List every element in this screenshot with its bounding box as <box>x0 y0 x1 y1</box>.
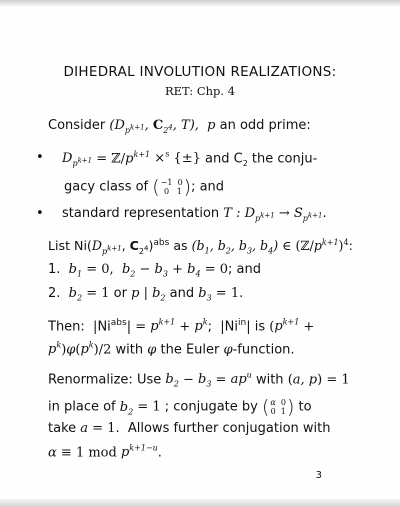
consider-line: Consider ($D_{p^{k+1}}$, $C_{2^4}$, T), p an odd prime: <box>48 118 311 135</box>
bullet-marker: • <box>36 150 44 165</box>
slide-title: DIHEDRAL INVOLUTION REALIZATIONS: <box>63 64 337 80</box>
renormalize-line-2: in place of $b_2 = 1$ ; conjugate by (α 0 0 1) to <box>48 396 312 418</box>
condition-item-1: 1. $b_1 = 0$, $b_2 - b_3 + b_4 = 0$; and <box>48 262 261 279</box>
renormalize-line-4: α ≡ 1 mod $p^{k+1-u}$. <box>48 444 162 461</box>
renormalize-line-1: Renormalize: Use $b_2 - b_3 = ap^u$ with (a, p) = 1 <box>48 371 350 389</box>
condition-item-2: 2. $b_2 = 1$ or p | $b_2$ and $b_3 = 1$. <box>48 286 244 303</box>
renormalize-line-3: take a = 1. Allows further conjugation with <box>48 421 331 436</box>
then-count-line-2: $p^k)\varphi(p^k)/2$ with φ the Euler φ-function. <box>48 341 295 358</box>
involution-matrix: −1 0 0 1 <box>160 178 183 196</box>
bullet-standard-representation: standard representation T : $D_{p^{k+1}} \to S_{p^{k+1}}$. <box>62 206 327 223</box>
scan-bottom-edge <box>0 499 400 507</box>
list-nielsen-classes: List $Ni(D_{p^{k+1}}$, $C_{2^4})^{abs}$ as ($b_1$, $b_2$, $b_3$, $b_4$) ∈ $(ℤ/p^{k+1})^4$: <box>48 238 353 256</box>
bullet-conjugacy-class: gacy class of (−1 0 0 1); and <box>64 176 225 198</box>
page-number: 3 <box>315 470 322 481</box>
bullet-marker: • <box>36 206 44 221</box>
chapter-reference: RET: Chp. 4 <box>164 84 236 98</box>
bullet-dihedral-definition: $D_{p^{k+1}}$ = $ℤ/p^{k+1} \times^s$ {±} and $C_2$ the conju- <box>62 150 318 168</box>
then-count-line-1: Then: $|Ni^{abs}| = p^{k+1} + p^k$; $|Ni^{in}|$ is ($p^{k+1}$ + <box>48 318 315 335</box>
scan-top-edge <box>0 0 400 6</box>
conjugation-matrix: α 0 0 1 <box>270 398 286 416</box>
